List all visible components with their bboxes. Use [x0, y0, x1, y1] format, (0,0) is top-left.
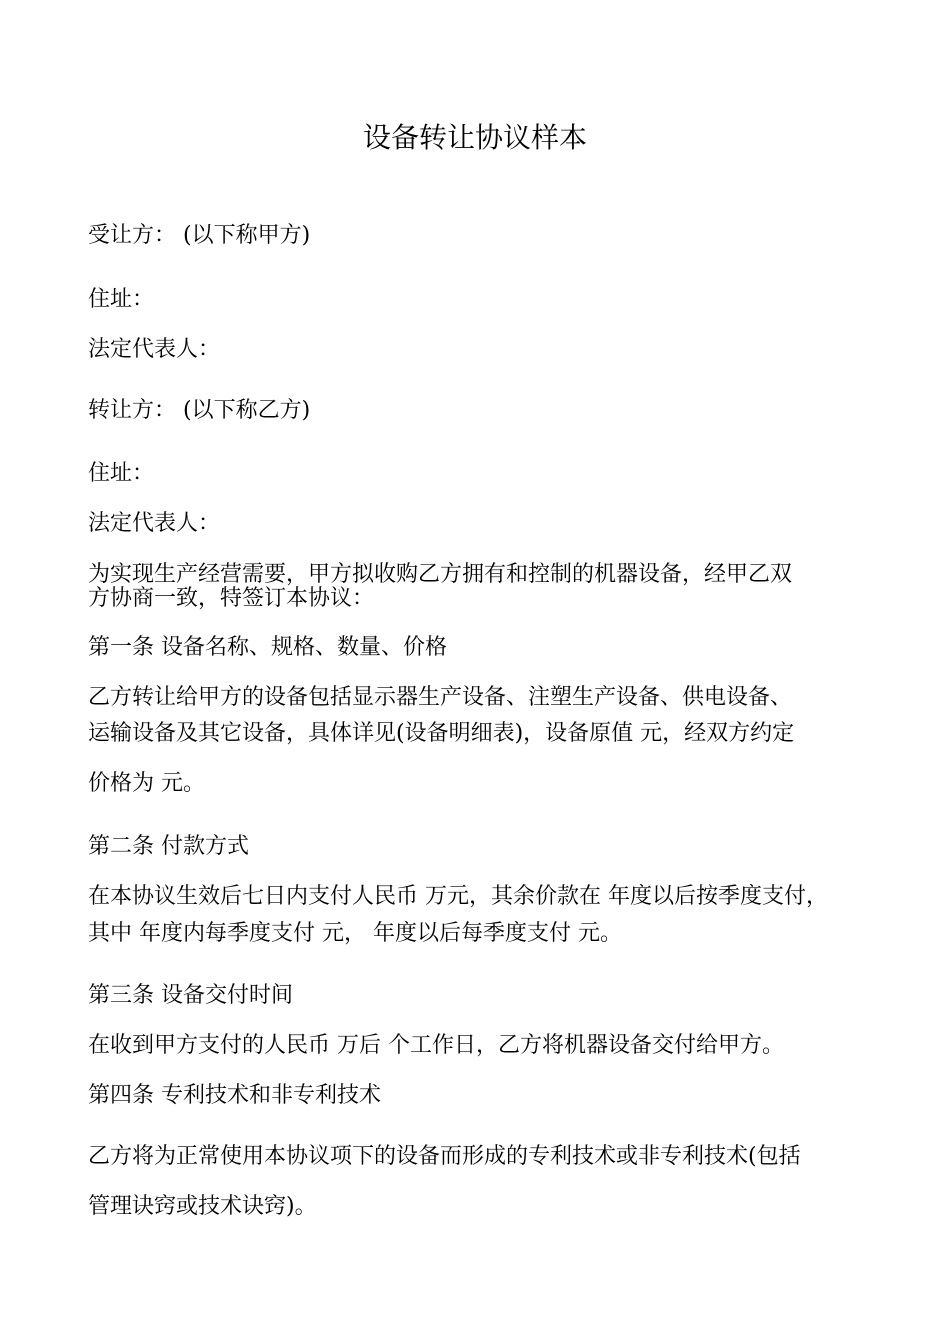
transferor-representative-line: 法定代表人： — [88, 511, 221, 536]
transferee-address-line: 住址： — [88, 287, 155, 312]
article-1-line-3: 价格为 元。 — [88, 771, 205, 796]
article-1-line-2: 运输设备及其它设备，具体详见(设备明细表)，设备原值 元，经双方约定 — [88, 721, 795, 746]
article-3-line-1: 在收到甲方支付的人民币 万后 个工作日，乙方将机器设备交付给甲方。 — [88, 1033, 784, 1058]
intro-paragraph-line-2: 方协商一致，特签订本协议： — [88, 586, 375, 611]
transferor-line: 转让方： (以下称乙方) — [88, 398, 311, 423]
article-2-line-2: 其中 年度内每季度支付 元， 年度以后每季度支付 元。 — [88, 921, 622, 946]
article-1-line-1: 乙方转让给甲方的设备包括显示器生产设备、注塑生产设备、供电设备、 — [88, 685, 793, 710]
transferee-line: 受让方： (以下称甲方) — [88, 223, 311, 248]
article-2-heading: 第二条 付款方式 — [88, 834, 249, 859]
transferor-address-line: 住址： — [88, 461, 155, 486]
article-2-line-1: 在本协议生效后七日内支付人民币 万元，其余价款在 年度以后按季度支付， — [88, 884, 828, 909]
article-4-line-2: 管理诀窍或技术诀窍)。 — [88, 1194, 317, 1219]
document-title: 设备转让协议样本 — [362, 121, 587, 154]
transferee-representative-line: 法定代表人： — [88, 337, 221, 362]
article-3-heading: 第三条 设备交付时间 — [88, 983, 293, 1008]
article-4-heading: 第四条 专利技术和非专利技术 — [88, 1083, 381, 1108]
article-1-heading: 第一条 设备名称、规格、数量、价格 — [88, 635, 447, 660]
article-4-line-1: 乙方将为正常使用本协议项下的设备而形成的专利技术或非专利技术(包括 — [88, 1144, 801, 1169]
intro-paragraph-line-1: 为实现生产经营需要，甲方拟收购乙方拥有和控制的机器设备，经甲乙双 — [88, 562, 793, 587]
